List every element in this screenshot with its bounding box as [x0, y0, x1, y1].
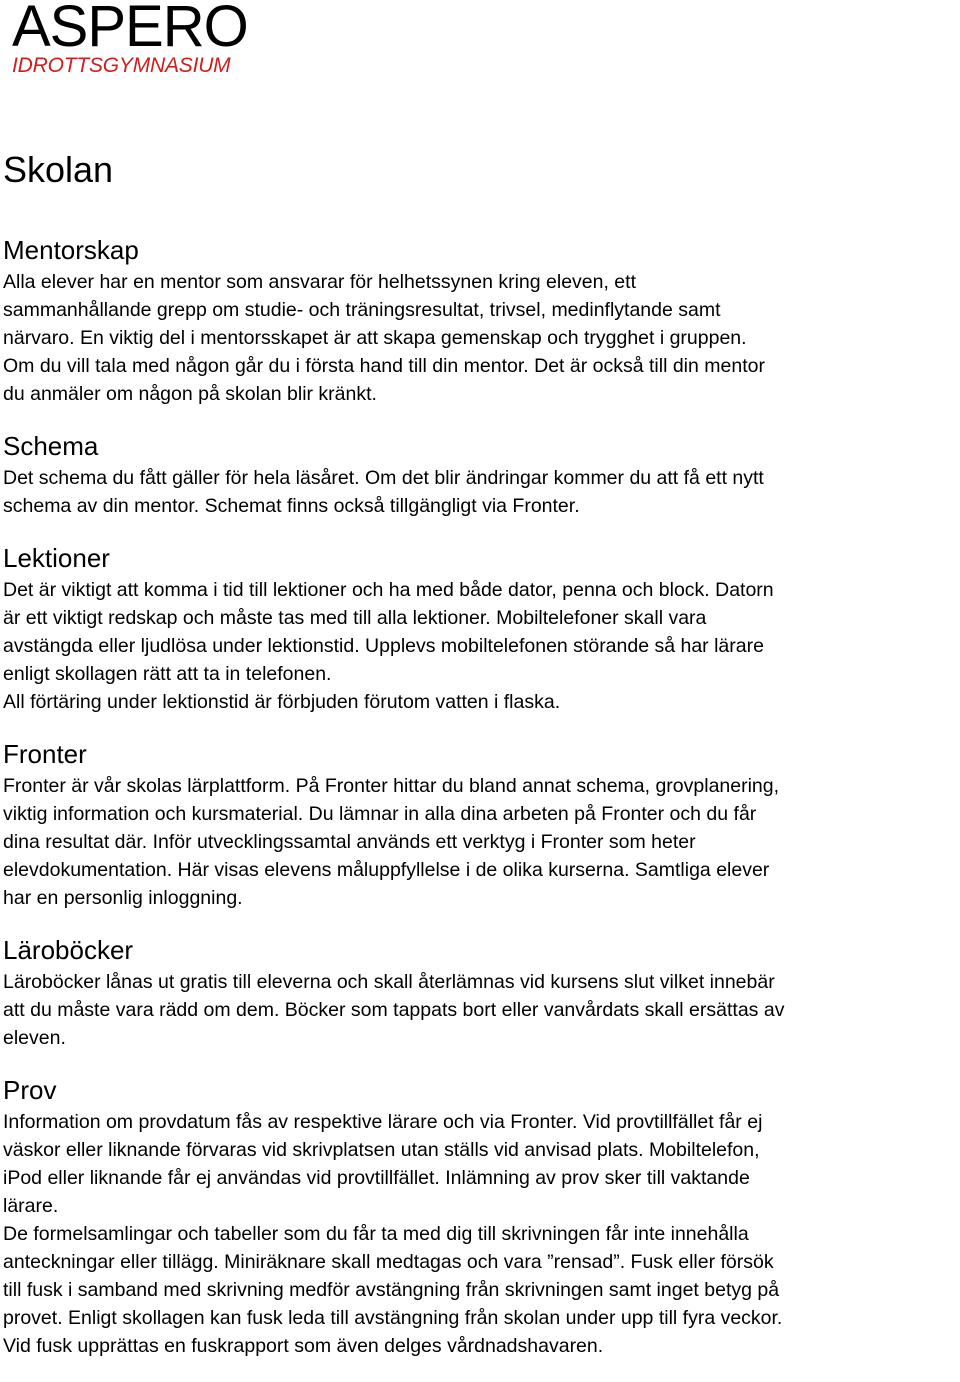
section-heading: Schema [3, 431, 99, 461]
section-larobocker [3, 934, 959, 1052]
section-paragraph: Alla elever har en mentor som ansvarar för helhetssynen kring eleven, ett sammanhållande grepp om studie- och träningsresultat, trivsel, medinflytande samt närvaro. En viktig del i mentorsskapet är att skapa gemenskap och trygghet i gruppen. Om du vill tala med någon går du i första hand till din mentor. Det är också till din mentor du anmäler om någon på skolan blir kränkt. [3, 271, 765, 405]
section-lektioner [3, 542, 959, 716]
section-heading: Mentorskap [3, 235, 139, 265]
page-title: Skolan [3, 149, 114, 190]
section-prov [3, 1074, 959, 1360]
section-paragraph: Det är viktigt att komma i tid till lektioner och ha med både dator, penna och block. Datorn är ett viktigt redskap och måste tas med till alla lektioner. Mobiltelefoner skall vara avstängda eller ljudlösa under lektionstid. Upplevs mobiltelefonen störande så har lärare enligt skollagen rätt att ta in telefonen. All förtäring under lektionstid är förbjuden förutom vatten i flaska. [3, 579, 774, 713]
logo-subtitle: IDROTTSGYMNASIUM [12, 54, 231, 77]
section-heading: Läroböcker [3, 935, 134, 965]
section-paragraph: Information om provdatum fås av respektive lärare och via Fronter. Vid provtillfället får ej väskor eller liknande förvaras vid skrivplatsen utan ställs vid anvisad plats. Mobiltelefon, iPod eller liknande får ej användas vid provtillfället. Inlämning av prov sker till vaktande lärare. De formelsamlingar och tabeller som du får ta med dig till skrivningen får inte innehålla anteckningar eller tillägg. Miniräknare skall medtagas och vara ”rensad”. Fusk eller försök till fusk i samband med skrivning medför avstängning från skrivningen samt inget betyg på provet. Enligt skollagen kan fusk leda till avstängning från skolan under upp till fyra veckor. Vid fusk upprättas en fuskrapport som även delges vårdnadshavaren. [3, 1111, 783, 1357]
section-mentorskap [3, 234, 959, 408]
section-paragraph: Läroböcker lånas ut gratis till eleverna och skall återlämnas vid kursens slut vilket innebär att du måste vara rädd om dem. Böcker som tappats bort eller vanvårdats skall ersättas av eleven. [3, 971, 785, 1049]
section-heading: Prov [3, 1075, 57, 1105]
logo [12, 0, 248, 78]
section-schema [3, 430, 959, 520]
document-body [3, 234, 959, 1382]
section-fronter [3, 738, 959, 912]
section-paragraph: Fronter är vår skolas lärplattform. På Fronter hittar du bland annat schema, grovplanering, viktig information och kursmaterial. Du lämnar in alla dina arbeten på Fronter och du får dina resultat där. Inför utvecklingssamtal används ett verktyg i Fronter som heter elevdokumentation. Här visas elevens måluppfyllelse i de olika kurserna. Samtliga elever har en personlig inloggning. [3, 775, 780, 909]
section-paragraph: Det schema du fått gäller för hela läsåret. Om det blir ändringar kommer du att få ett nytt schema av din mentor. Schemat finns också tillgängligt via Fronter. [3, 467, 764, 517]
section-heading: Lektioner [3, 543, 110, 573]
section-heading: Fronter [3, 739, 87, 769]
logo-name: ASPERO [12, 0, 248, 59]
